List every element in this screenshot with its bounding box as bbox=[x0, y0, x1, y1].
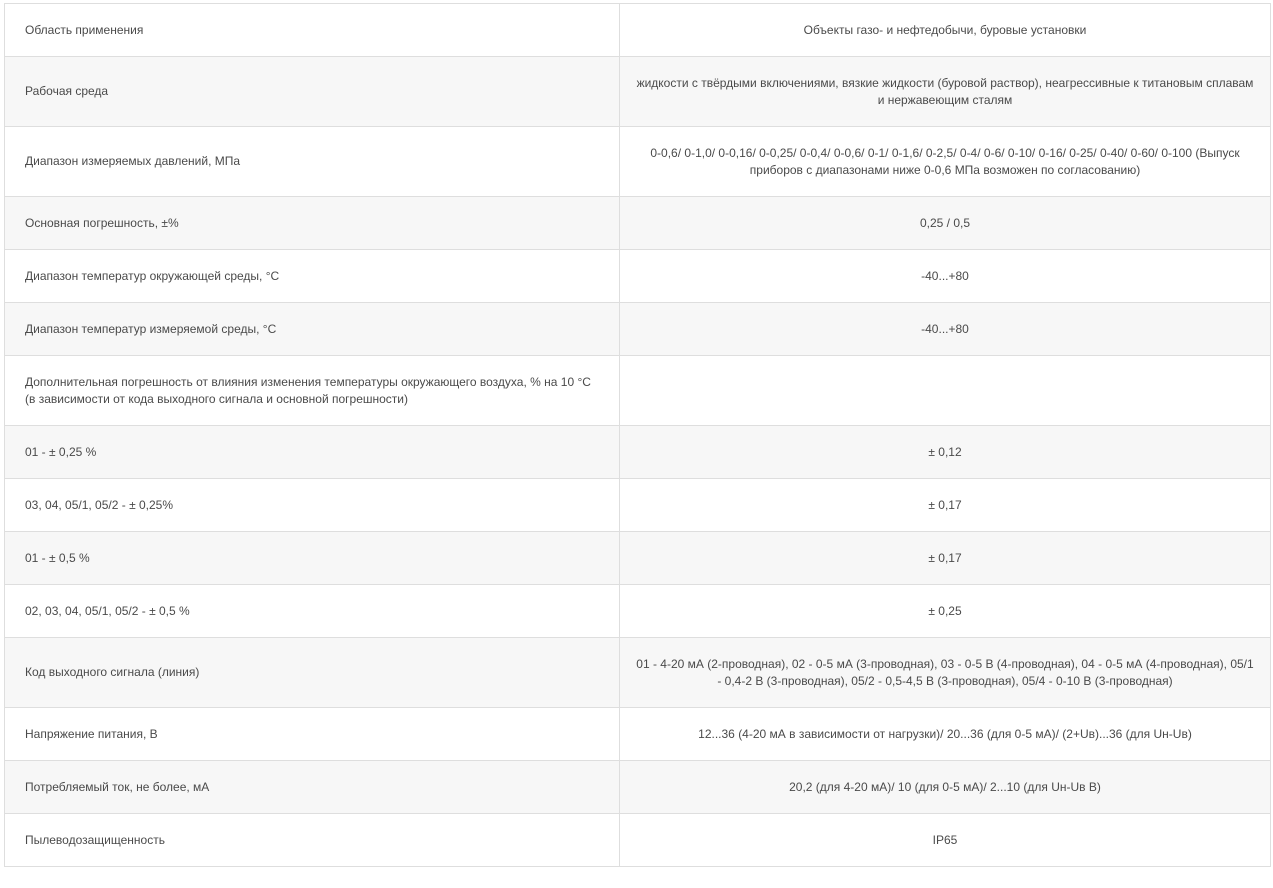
spec-row bbox=[5, 479, 1271, 532]
spec-label: 02, 03, 04, 05/1, 05/2 - ± 0,5 % bbox=[5, 585, 620, 638]
spec-value: -40...+80 bbox=[620, 303, 1271, 356]
spec-row bbox=[5, 250, 1271, 303]
spec-row bbox=[5, 356, 1271, 426]
spec-label: Диапазон температур измеряемой среды, °С bbox=[5, 303, 620, 356]
spec-value: 12...36 (4-20 мА в зависимости от нагрузки)/ 20...36 (для 0-5 мА)/ (2+Uв)...36 (для Uн-Uв) bbox=[620, 708, 1271, 761]
spec-row bbox=[5, 814, 1271, 867]
spec-value: Объекты газо- и нефтедобычи, буровые установки bbox=[620, 4, 1271, 57]
spec-row bbox=[5, 426, 1271, 479]
spec-value: ± 0,12 bbox=[620, 426, 1271, 479]
spec-label: Пылеводозащищенность bbox=[5, 814, 620, 867]
spec-label: 01 - ± 0,5 % bbox=[5, 532, 620, 585]
spec-row bbox=[5, 127, 1271, 197]
spec-value: IP65 bbox=[620, 814, 1271, 867]
spec-value bbox=[620, 356, 1271, 426]
spec-row bbox=[5, 708, 1271, 761]
spec-row bbox=[5, 532, 1271, 585]
spec-value: ± 0,17 bbox=[620, 479, 1271, 532]
spec-row bbox=[5, 638, 1271, 708]
spec-value: 0-0,6/ 0-1,0/ 0-0,16/ 0-0,25/ 0-0,4/ 0-0,6/ 0-1/ 0-1,6/ 0-2,5/ 0-4/ 0-6/ 0-10/ 0-16/ 0-25/ 0-40/ 0-60/ 0-100 (Выпуск приборов с диапазонами ниже 0-0,6 МПа возможен по согласованию) bbox=[620, 127, 1271, 197]
spec-row bbox=[5, 197, 1271, 250]
spec-label: Диапазон температур окружающей среды, °С bbox=[5, 250, 620, 303]
spec-label: 03, 04, 05/1, 05/2 - ± 0,25% bbox=[5, 479, 620, 532]
spec-value: -40...+80 bbox=[620, 250, 1271, 303]
spec-label: Основная погрешность, ±% bbox=[5, 197, 620, 250]
spec-row bbox=[5, 57, 1271, 127]
spec-row bbox=[5, 4, 1271, 57]
spec-label: Код выходного сигнала (линия) bbox=[5, 638, 620, 708]
spec-row bbox=[5, 585, 1271, 638]
spec-label: Потребляемый ток, не более, мА bbox=[5, 761, 620, 814]
spec-label: Рабочая среда bbox=[5, 57, 620, 127]
specifications-table bbox=[4, 3, 1271, 867]
spec-value: 20,2 (для 4-20 мА)/ 10 (для 0-5 мА)/ 2...10 (для Uн-Uв В) bbox=[620, 761, 1271, 814]
spec-label: Область применения bbox=[5, 4, 620, 57]
spec-value: ± 0,25 bbox=[620, 585, 1271, 638]
spec-value: 01 - 4-20 мА (2-проводная), 02 - 0-5 мА (3-проводная), 03 - 0-5 В (4-проводная), 04 - 0-5 мА (4-проводная), 05/1 - 0,4-2 В (3-проводная), 05/2 - 0,5-4,5 В (3-проводная), 05/4 - 0-10 В (3-проводная) bbox=[620, 638, 1271, 708]
spec-row bbox=[5, 303, 1271, 356]
spec-label: Дополнительная погрешность от влияния изменения температуры окружающего воздуха, % на 10 °С (в зависимости от кода выходного сигнала и основной погрешности) bbox=[5, 356, 620, 426]
spec-row bbox=[5, 761, 1271, 814]
spec-label: 01 - ± 0,25 % bbox=[5, 426, 620, 479]
spec-value: ± 0,17 bbox=[620, 532, 1271, 585]
spec-value: 0,25 / 0,5 bbox=[620, 197, 1271, 250]
spec-value: жидкости с твёрдыми включениями, вязкие жидкости (буровой раствор), неагрессивные к титановым сплавам и нержавеющим сталям bbox=[620, 57, 1271, 127]
spec-label: Напряжение питания, В bbox=[5, 708, 620, 761]
spec-label: Диапазон измеряемых давлений, МПа bbox=[5, 127, 620, 197]
